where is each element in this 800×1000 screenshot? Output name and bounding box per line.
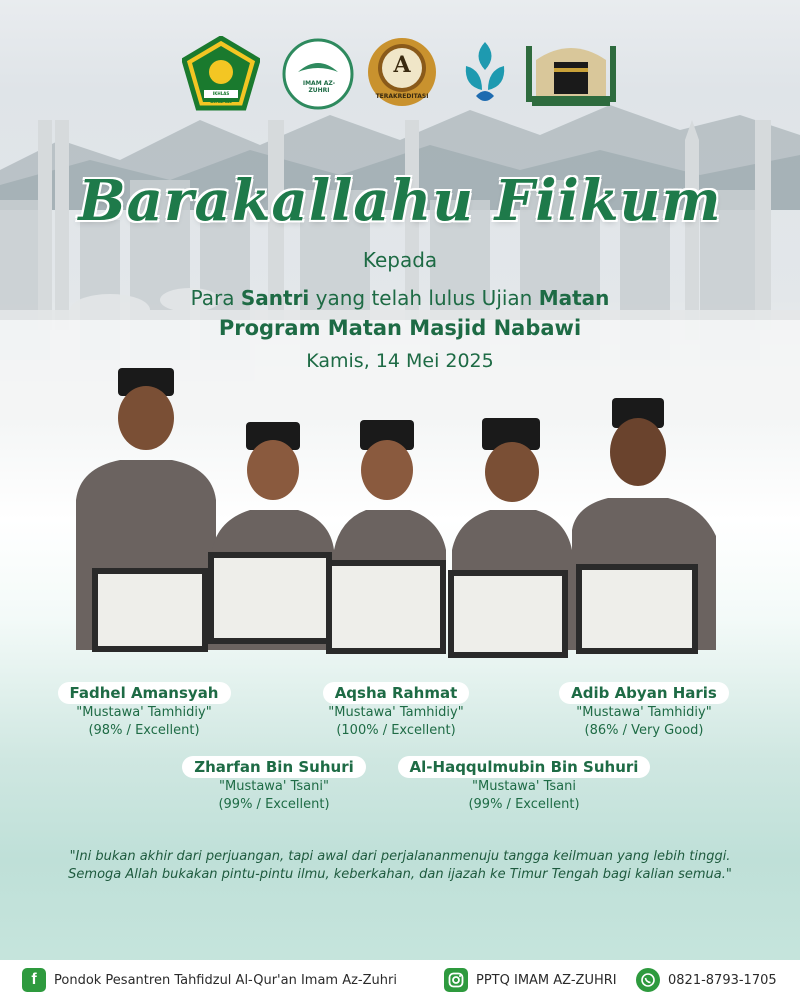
matan-word: Matan [538, 286, 610, 310]
student-5 [572, 398, 716, 654]
graduate-level: "Mustawa' Tamhidiy" [576, 705, 712, 720]
kemenag-logo [182, 36, 260, 112]
facebook-icon: f [22, 968, 46, 992]
motivational-quote [30, 848, 770, 884]
student-1 [76, 368, 216, 652]
quote-line-1: "Ini bukan akhir dari perjuangan, tapi awal dari perjalananmenuju tangga keilmuan yang lebih tinggi. [69, 849, 731, 864]
event-date: Kamis, 14 Mei 2025 [306, 350, 494, 372]
accreditation-caption: TERAKREDITASI [375, 93, 429, 100]
greeting-title: Barakallahu Fiikum [78, 168, 722, 234]
graduate-name: Aqsha Rahmat [323, 682, 470, 704]
announcement-line [0, 286, 800, 310]
graduate-name: Adib Abyan Haris [559, 682, 729, 704]
graduate-score: (86% / Very Good) [584, 723, 704, 738]
recipient-intro: Kepada [362, 248, 438, 272]
graduate-score: (99% / Excellent) [218, 797, 330, 812]
announcement-prefix: Para [190, 286, 241, 310]
graduate-card [394, 756, 654, 814]
kaaba-logo [526, 36, 616, 112]
graduate-level: "Mustawa' Tamhidiy" [76, 705, 212, 720]
student-2 [208, 422, 334, 650]
graduates-photo [0, 360, 800, 680]
program-name: Program Matan Masjid Nabawi [218, 316, 582, 340]
santri-word: Santri [240, 286, 310, 310]
graduate-level: "Mustawa' Tsani [472, 779, 576, 794]
graduate-card [534, 682, 754, 740]
logo-bar [0, 36, 800, 112]
leaf-emblem-logo [446, 36, 524, 112]
pesantren-logo-label: IMAM AZ-ZUHRI [302, 80, 336, 94]
graduate-score: (99% / Excellent) [468, 797, 580, 812]
whatsapp-icon [636, 968, 660, 992]
graduate-name: Fadhel Amansyah [58, 682, 231, 704]
instagram-icon [444, 968, 468, 992]
graduate-card [286, 682, 506, 740]
graduate-score: (100% / Excellent) [336, 723, 456, 738]
graduate-name: Al-Haqqulmubin Bin Suhuri [398, 756, 651, 778]
instagram-handle: PPTQ IMAM AZ-ZUHRI [476, 972, 617, 988]
whatsapp-number: 0821-8793-1705 [668, 972, 777, 988]
graduate-level: "Mustawa' Tsani" [219, 779, 329, 794]
whatsapp-link[interactable] [636, 968, 777, 992]
student-3 [326, 420, 446, 654]
graduate-level: "Mustawa' Tamhidiy" [328, 705, 464, 720]
facebook-link[interactable] [22, 968, 397, 992]
student-4 [448, 418, 572, 658]
graduate-name: Zharfan Bin Suhuri [182, 756, 365, 778]
graduate-card [164, 756, 384, 814]
pesantren-logo [280, 36, 358, 112]
announcement-middle: yang telah lulus Ujian [309, 286, 539, 310]
accreditation-grade: A [393, 52, 411, 78]
graduate-score: (98% / Excellent) [88, 723, 200, 738]
kemenag-logo-label: IKHLAS BERAMAL [210, 91, 232, 104]
instagram-link[interactable] [444, 968, 617, 992]
footer-contact-bar [0, 960, 800, 1000]
graduate-card [34, 682, 254, 740]
facebook-page-name: Pondok Pesantren Tahfidzul Al-Qur'an Imam Az-Zuhri [54, 972, 397, 988]
quote-line-2: Semoga Allah bukakan pintu-pintu ilmu, keberkahan, dan ijazah ke Timur Tengah bagi kalian semua." [68, 867, 732, 882]
accreditation-badge [364, 36, 442, 112]
